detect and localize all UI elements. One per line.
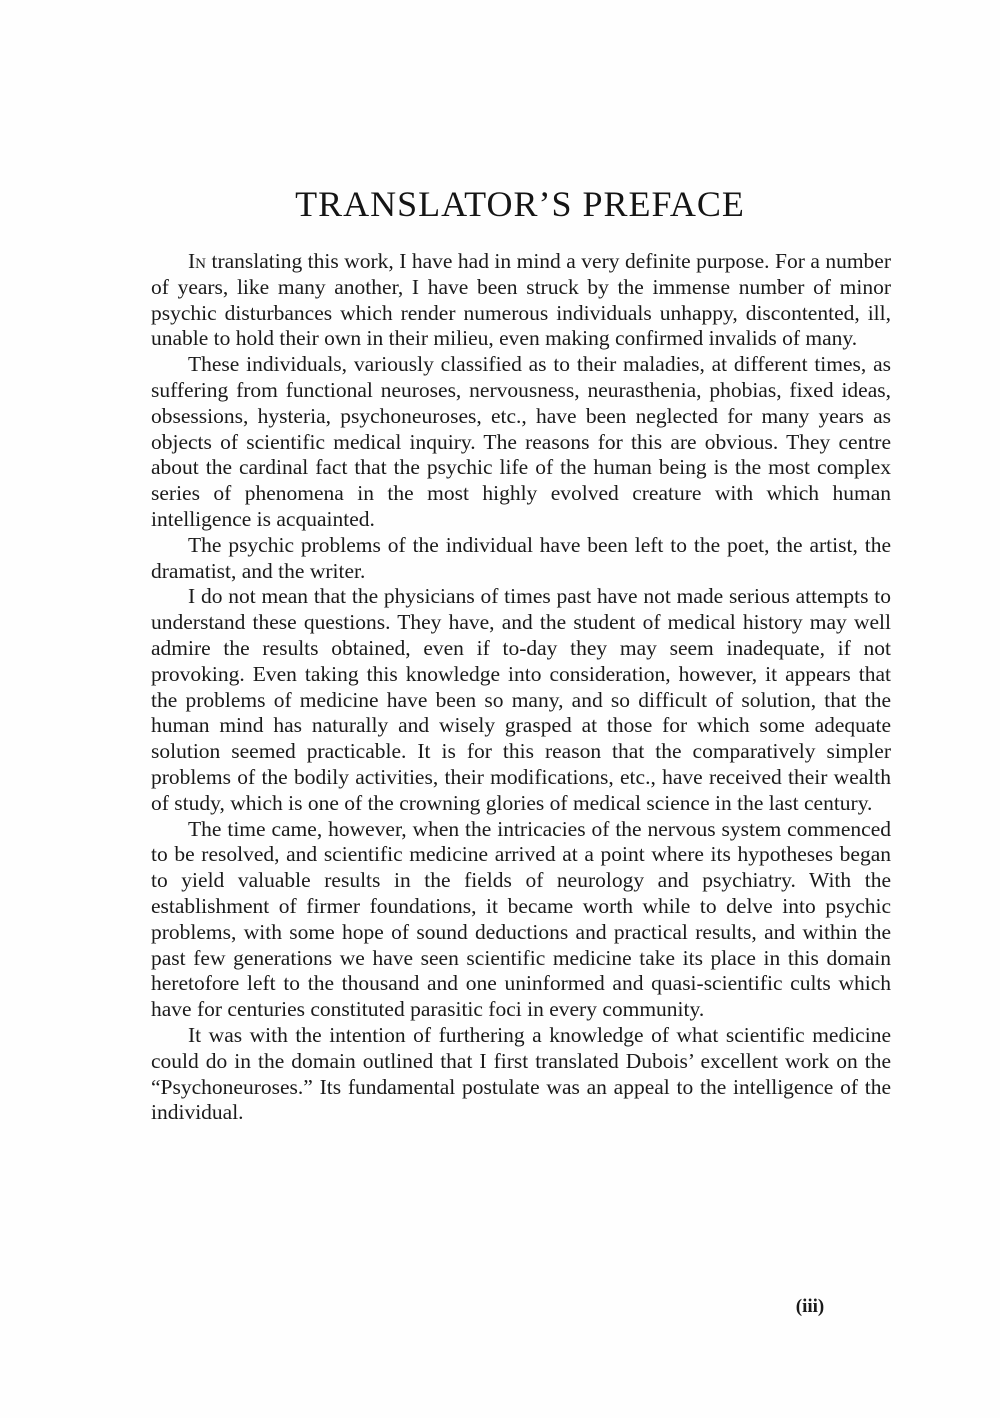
paragraph-lead-word: In (188, 249, 206, 273)
paragraph-4: I do not mean that the physicians of times past have not made serious attempts to understand these questions. They have, and the student of medical history may well admire the results obtained, even if to-day they may seem inadequate, if not provoking. Even taking this knowledge into consideration, however, it appears that the problems of medicine have been so many, and so difficult of solution, that the human mind has naturally and wisely grasped at those for which some adequate solution seemed practicable. It is for this reason that the comparatively simpler problems of the bodily activities, their modifications, etc., have received their wealth of study, which is one of the crowning glories of medical science in the last century. (151, 584, 891, 815)
paragraph-1-text: translating this work, I have had in mind a very definite purpose. For a number of years, like many another, I have been struck by the immense number of minor psychic disturbances which render numerous individuals unhappy, discontented, ill, unable to hold their own in their milieu, even making confirmed invalids of many. (151, 249, 891, 351)
preface-body (151, 249, 891, 1126)
page-title: TRANSLATOR’S PREFACE (295, 184, 745, 224)
page-number: (iii) (795, 1296, 825, 1317)
paragraph-3: The psychic problems of the individual have been left to the poet, the artist, the dramatist, and the writer. (151, 532, 891, 583)
paragraph-2: These individuals, variously classified as to their maladies, at different times, as suffering from functional neuroses, nervousness, neurasthenia, phobias, fixed ideas, obsessions, hysteria, psychoneuroses, etc., have been neglected for many years as objects of scientific medical inquiry. The reasons for this are obvious. They centre about the cardinal fact that the psychic life of the human being is the most complex series of phenomena in the most highly evolved creature with which human intelligence is acquainted. (151, 352, 891, 531)
paragraph-1 (151, 249, 891, 352)
paragraph-6: It was with the intention of furthering a knowledge of what scientific medicine could do in the domain outlined that I first translated Dubois’ excellent work on the “Psychoneuroses.” Its fundamental postulate was an appeal to the intelligence of the individual. (151, 1022, 891, 1125)
paragraph-5: The time came, however, when the intricacies of the nervous system commenced to be resolved, and scientific medicine arrived at a point where its hypotheses began to yield valuable results in the fields of neurology and psychiatry. With the establishment of firmer foundations, it became worth while to delve into psychic problems, with some hope of sound deductions and practical results, and within the past few generations we have seen scientific medicine take its place in this domain heretofore left to the thousand and one uninformed and quasi-scientific cults which have for centuries constituted parasitic foci in every community. (151, 816, 891, 1022)
